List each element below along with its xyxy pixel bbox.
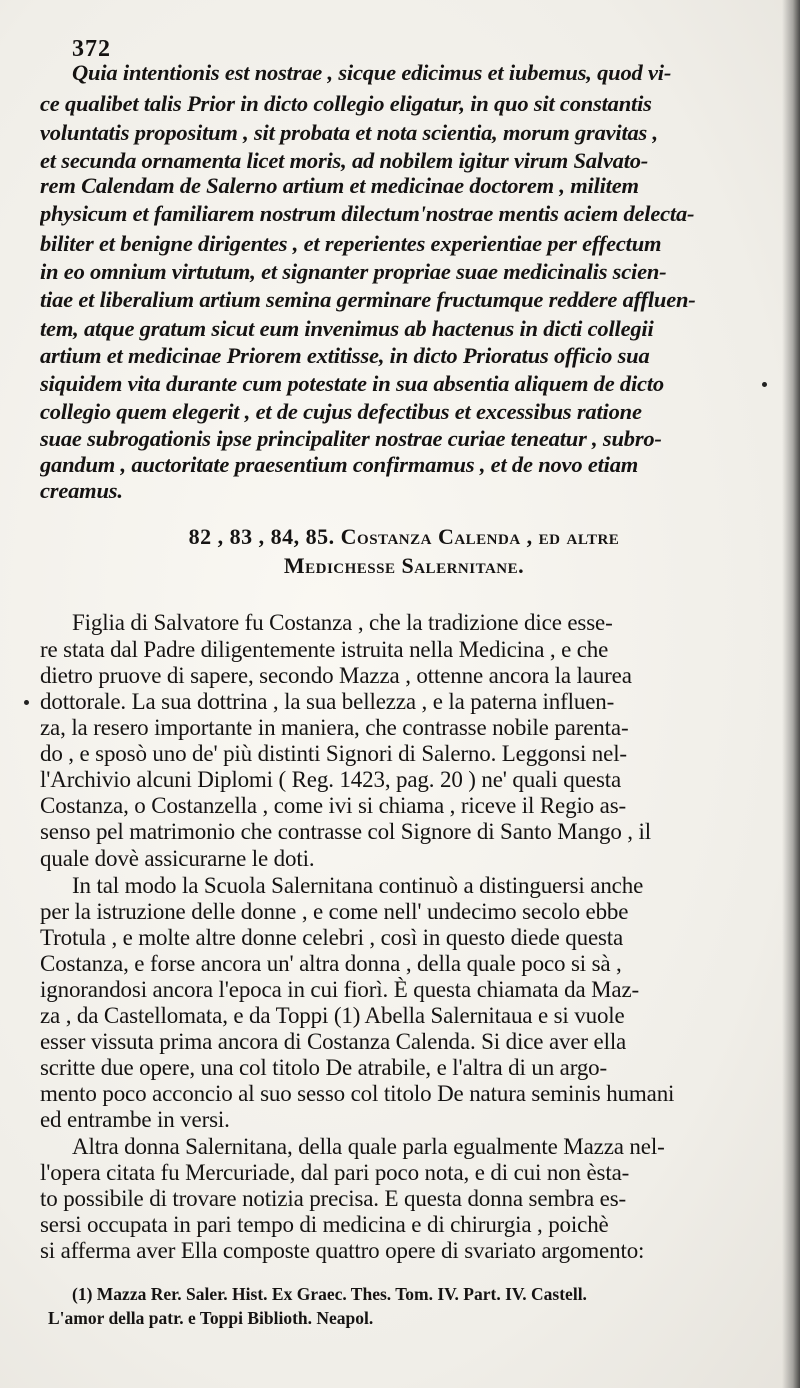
text-line: esser vissuta prima ancora di Costanza Calenda. Si dice aver ella xyxy=(40,1029,627,1054)
text-line: voluntatis propositum , sit probata et nota scientia, morum gravitas , xyxy=(40,120,658,145)
text-line: to possibile di trovare notizia precisa. E questa donna sembra es- xyxy=(40,1186,627,1211)
text-line: za , da Castellomata, e da Toppi (1) Abella Salernitaua e si vuole xyxy=(40,1003,625,1028)
text-line: ed entrambe in versi. xyxy=(40,1107,230,1132)
text-line: physicum et familiarem nostrum dilectum'nostrae mentis aciem delecta- xyxy=(40,201,695,226)
text-line: quale dovè assicurarne le doti. xyxy=(40,846,315,871)
text-line: suae subrogationis ipse principaliter nostrae curiae teneatur , subro- xyxy=(40,426,662,451)
text-line: senso pel matrimonio che contrasse col Signore di Santo Mango , il xyxy=(40,819,651,844)
text-line: tiae et liberalium artium semina germinare fructumque reddere affluen- xyxy=(40,287,696,312)
text-line: mento poco acconcio al suo sesso col titolo De natura seminis humani xyxy=(40,1081,675,1106)
text-line: Costanza, o Costanzella , come ivi si chiama , riceve il Regio as- xyxy=(40,793,627,818)
text-line: Trotula , e molte altre donne celebri , così in questo diede questa xyxy=(40,925,624,950)
text-line: in eo omnium virtutum, et signanter propriae suae medicinalis scien- xyxy=(40,259,667,284)
footnote-line: (1) Mazza Rer. Saler. Hist. Ex Graec. Thes. Tom. IV. Part. IV. Castell. xyxy=(72,1284,587,1304)
text-line: creamus. xyxy=(40,478,123,503)
text-line: do , e sposò uno de' più distinti Signori di Salerno. Leggonsi nel- xyxy=(40,741,627,766)
text-line: dietro pruove di sapere, secondo Mazza , ottenne ancora la laurea xyxy=(40,663,632,688)
heading-title: Costanza Calenda , ed altre xyxy=(340,524,620,549)
text-line: gandum , auctoritate praesentium confirmamus , et de novo etiam xyxy=(40,452,639,477)
text-line: scritte due opere, una col titolo De atrabile, e l'altra di un argo- xyxy=(40,1055,608,1080)
text-line: tem, atque gratum sicut eum invenimus ab hactenus in dicti collegii xyxy=(40,316,654,341)
text-line: collegio quem elegerit , et de cujus defectibus et excessibus ratione xyxy=(40,399,642,424)
footnote-line: L'amor della patr. e Toppi Biblioth. Neapol. xyxy=(48,1308,374,1328)
text-line: per la istruzione delle donne , e come nell' undecimo secolo ebbe xyxy=(40,899,629,924)
text-line: ignorandosi ancora l'epoca in cui fiorì. È questa chiamata da Maz- xyxy=(40,977,640,1002)
text-line: Quia intentionis est nostrae , sicque edicimus et iubemus, quod vi- xyxy=(72,60,672,85)
text-line: sersi occupata in pari tempo di medicina e di chirurgia , poichè xyxy=(40,1212,609,1237)
text-line: l'Archivio alcuni Diplomi ( Reg. 1423, pag. 20 ) ne' quali questa xyxy=(40,767,622,792)
text-line: za, la resero importante in maniera, che contrasse nobile parenta- xyxy=(40,715,629,740)
text-line: biliter et benigne dirigentes , et reperientes experientiae per effectum xyxy=(40,231,662,256)
text-line: Costanza, e forse ancora un' altra donna , della quale poco si sà , xyxy=(40,951,622,976)
page-number: 372 xyxy=(72,36,111,62)
text-line: Altra donna Salernitana, della quale parla egualmente Mazza nel- xyxy=(72,1134,665,1159)
text-line: dottorale. La sua dottrina , la sua bellezza , e la paterna influen- xyxy=(40,689,615,714)
text-line: l'opera citata fu Mercuriade, dal pari poco nota, e di cui non èsta- xyxy=(40,1160,630,1185)
heading-numbers: 82 , 83 , 84, 85. xyxy=(188,524,335,549)
text-line: Figlia di Salvatore fu Costanza , che la tradizione dice esse- xyxy=(72,610,613,635)
text-line: rem Calendam de Salerno artium et medicinae doctorem , militem xyxy=(40,173,639,198)
text-line: ce qualibet talis Prior in dicto collegio eligatur, in quo sit constantis xyxy=(40,91,652,116)
page-edge-shadow xyxy=(782,0,800,1388)
text-line: re stata dal Padre diligentemente istruita nella Medicina , e che xyxy=(40,637,609,662)
ink-speck xyxy=(24,700,29,705)
heading-line-1 xyxy=(40,524,768,550)
heading-line-2: Medichesse Salernitane. xyxy=(283,553,525,578)
text-line: artium et medicinae Priorem extitisse, in dicto Prioratus officio sua xyxy=(40,343,650,368)
text-line: et secunda ornamenta licet moris, ad nobilem igitur virum Salvato- xyxy=(40,148,649,173)
text-line: siquidem vita durante cum potestate in sua absentia aliquem de dicto xyxy=(40,371,664,396)
ink-speck xyxy=(762,382,767,387)
text-line: In tal modo la Scuola Salernitana continuò a distinguersi anche xyxy=(72,873,644,898)
text-line: si afferma aver Ella composte quattro opere di svariato argomento: xyxy=(40,1238,645,1263)
